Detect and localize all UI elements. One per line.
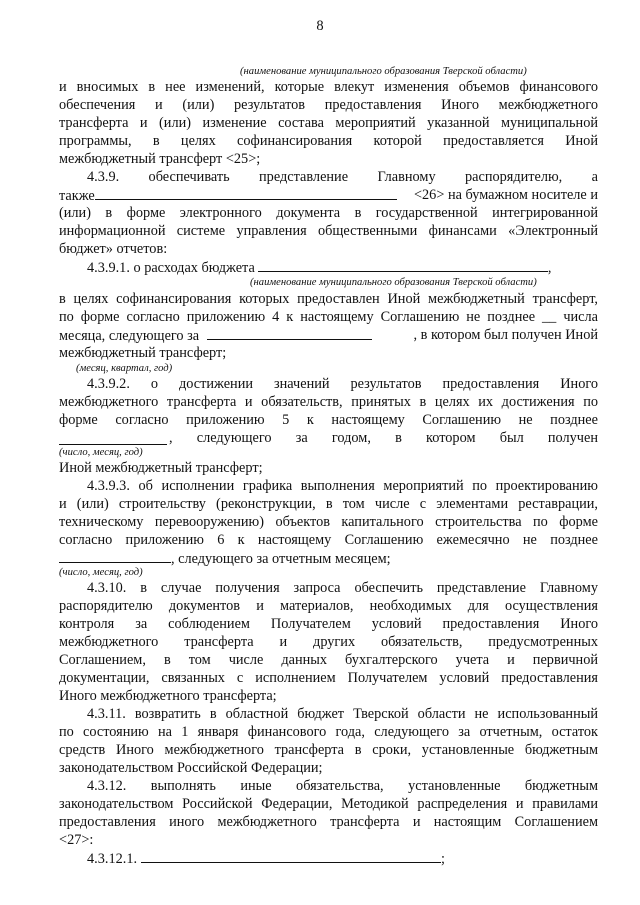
clause-4-3-9-1: 4.3.9.1. о расходах бюджета , xyxy=(87,260,552,276)
text-line: информационной системе управления общественными финансами «Электронный xyxy=(59,223,598,239)
text-line: <27>: xyxy=(59,832,94,848)
text-line: межбюджетного трансферта и других обязательств, предусмотренных xyxy=(59,634,598,650)
text-line: межбюджетный трансферт <25>; xyxy=(59,151,261,167)
clause-4-3-12: 4.3.12. выполнять иные обязательства, установленные бюджетным xyxy=(87,778,598,794)
text-line: документации, связанных с исполнением Получателем условий предоставления xyxy=(59,670,598,686)
text-line: бюджет» отчетов: xyxy=(59,241,168,257)
text-line: трансферта и (или) изменение состава мероприятий указанной муниципальной xyxy=(59,115,598,131)
field-caption: (наименование муниципального образования Тверской области) xyxy=(250,277,537,288)
field-caption: (число, месяц, год) xyxy=(59,567,143,578)
text-line: (или) в форме электронного документа в государственной интегрированной xyxy=(59,205,598,221)
text-line: и вносимых в нее изменений, которые влекут изменения объемов финансового xyxy=(59,79,598,95)
text-line: по состоянию на 1 января финансового года, следующего за отчетным, остаток xyxy=(59,724,598,740)
clause-4-3-9-2: 4.3.9.2. о достижении значений результатов предоставления Иного xyxy=(87,376,598,392)
text-line: межбюджетный трансферт; xyxy=(59,345,227,361)
text-line: форме согласно приложению 5 к настоящему Соглашению не позднее xyxy=(59,412,598,428)
clause-4-3-10: 4.3.10. в случае получения запроса обеспечить представление Главному xyxy=(87,580,598,596)
field-caption: (месяц, квартал, год) xyxy=(76,363,173,374)
text-line: обеспечения и (или) результатов предоставления Иного межбюджетного xyxy=(59,97,598,113)
text-line: законодательством Российской Федерации; xyxy=(59,760,323,776)
text-line: контроля за соблюдением Получателем условий предоставления Иного xyxy=(59,616,598,632)
text-line: программы, в целях софинансирования которой предоставляется Иной xyxy=(59,133,598,149)
text-line: техническому перевооружению) объектов капитального строительства по форме xyxy=(59,514,598,530)
page-number: 8 xyxy=(316,18,324,34)
text-line: распорядителю документов и материалов, необходимых для осуществления xyxy=(59,598,598,614)
clause-4-3-9: 4.3.9. обеспечивать представление Главному распорядителю, а xyxy=(87,169,598,185)
text-line: предоставления иного межбюджетного трансферта и настоящим Соглашением xyxy=(59,814,598,830)
text-line: законодательством Российской Федерации, Методикой распределения и правилами xyxy=(59,796,598,812)
field-caption: (число, месяц, год) xyxy=(59,447,143,458)
text-line: межбюджетного трансферта и обязательств, принятых в целях их достижения по xyxy=(59,394,598,410)
text-line: в целях софинансирования которых предоставлен Иной межбюджетный трансферт, xyxy=(59,291,598,307)
text-line: Иного межбюджетного трансферта; xyxy=(59,688,277,704)
text-line: , следующего за отчетным месяцем; xyxy=(59,549,598,568)
header-note: (наименование муниципального образования Тверской области) xyxy=(240,66,527,77)
text-line: Соглашением, в том числе данных бухгалтерского учета и первичной xyxy=(59,652,598,668)
text-line: средств Иного межбюджетного трансферта в сроки, установленные бюджетным xyxy=(59,742,598,758)
text-line: месяца, следующего за , в котором был получен Иной xyxy=(59,327,598,344)
text-line: по форме согласно приложению 4 к настоящему Соглашению не позднее __ числа xyxy=(59,309,598,325)
text-line: и (или) строительству (реконструкции, в том числе с элементами реставрации, xyxy=(59,496,598,512)
text-line: согласно приложению 6 к настоящему Соглашению ежемесячно не позднее xyxy=(59,532,598,548)
clause-4-3-12-1: 4.3.12.1. ; xyxy=(87,851,446,867)
clause-4-3-11: 4.3.11. возвратить в областной бюджет Тверской области не использованный xyxy=(87,706,598,722)
text-line: также <26> на бумажном носителе и xyxy=(59,187,598,204)
clause-4-3-9-3: 4.3.9.3. об исполнении графика выполнения мероприятий по проектированию xyxy=(87,478,598,494)
text-line: Иной межбюджетный трансферт; xyxy=(59,460,263,476)
